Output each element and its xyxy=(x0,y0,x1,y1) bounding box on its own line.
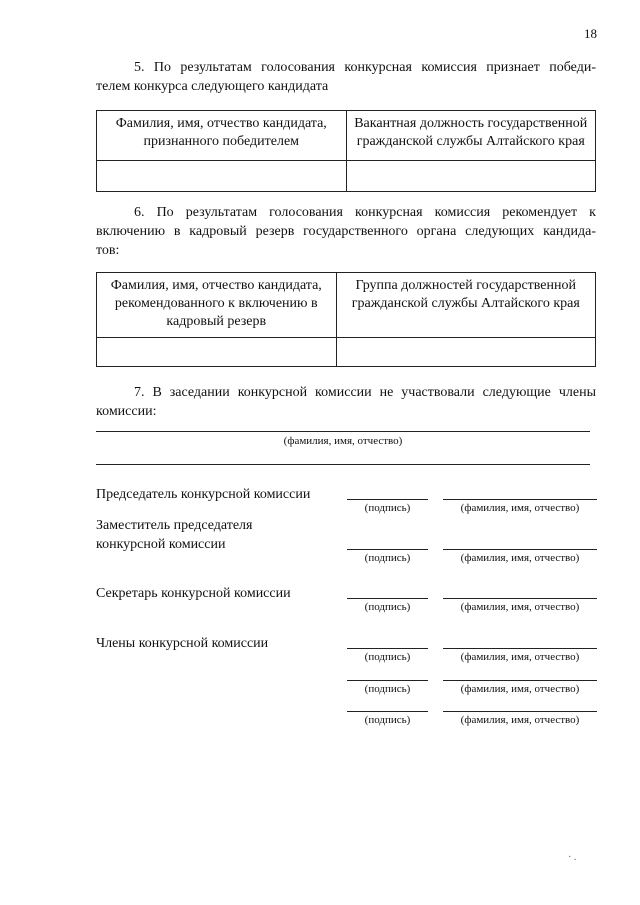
section-6-line1: 6. По результатам голосования конкурсная комиссия рекомендует к xyxy=(134,205,596,220)
reserve-table xyxy=(96,272,596,367)
members-label: Члены конкурсной комиссии xyxy=(96,636,269,651)
absent-member-line-2[interactable] xyxy=(96,464,590,465)
member-2-signature-line[interactable] xyxy=(347,680,428,681)
chairman-fio-caption: (фамилия, имя, отчество) xyxy=(460,502,580,514)
member-1-fio-caption: (фамилия, имя, отчество) xyxy=(460,651,580,663)
table-header-row xyxy=(97,111,596,161)
secretary-signature-line[interactable] xyxy=(347,598,428,599)
table-row xyxy=(97,161,596,192)
member-2-signature-caption: (подпись) xyxy=(364,683,411,695)
deputy-label-line2: конкурсной комиссии xyxy=(96,537,226,552)
secretary-signature-caption: (подпись) xyxy=(364,601,411,613)
member-3-signature-caption: (подпись) xyxy=(364,714,411,726)
secretary-fio-line[interactable] xyxy=(443,598,597,599)
section-5-line1: 5. По результатам голосования конкурсная комиссия признает победи- xyxy=(134,60,596,75)
reserve-col-name-header: Фамилия, имя, отчество кандидата, рекомендованного к включению в кадровый резерв xyxy=(97,273,337,338)
member-3-signature-line[interactable] xyxy=(347,711,428,712)
corner-mark: · . xyxy=(568,852,577,863)
reserve-group-cell[interactable] xyxy=(336,338,595,367)
section-5-line2: телем конкурса следующего кандидата xyxy=(96,79,329,94)
section-6-line3: тов: xyxy=(96,243,120,258)
member-1-signature-line[interactable] xyxy=(347,648,428,649)
winner-col-position-header: Вакантная должность государственной гражданской службы Алтайского края xyxy=(346,111,596,161)
section-6-text xyxy=(96,203,596,260)
deputy-fio-caption: (фамилия, имя, отчество) xyxy=(460,552,580,564)
member-3-fio-line[interactable] xyxy=(443,711,597,712)
deputy-signature-caption: (подпись) xyxy=(364,552,411,564)
member-3-fio-caption: (фамилия, имя, отчество) xyxy=(460,714,580,726)
section-7-text xyxy=(96,383,596,421)
table-header-row xyxy=(97,273,596,338)
winner-col-name-header: Фамилия, имя, отчество кандидата, признанного победителем xyxy=(97,111,347,161)
deputy-signature-line[interactable] xyxy=(347,549,428,550)
member-1-signature-caption: (подпись) xyxy=(364,651,411,663)
member-1-fio-line[interactable] xyxy=(443,648,597,649)
section-7-line2: комиссии: xyxy=(96,404,157,419)
section-7-line1: 7. В заседании конкурсной комиссии не участвовали следующие члены xyxy=(134,385,596,400)
page-number: 18 xyxy=(584,26,597,41)
section-6-line2: включению в кадровый резерв государственного органа следующих кандида- xyxy=(96,224,596,239)
deputy-fio-line[interactable] xyxy=(443,549,597,550)
secretary-fio-caption: (фамилия, имя, отчество) xyxy=(460,601,580,613)
reserve-name-cell[interactable] xyxy=(97,338,337,367)
chairman-label: Председатель конкурсной комиссии xyxy=(96,487,311,502)
member-2-fio-caption: (фамилия, имя, отчество) xyxy=(460,683,580,695)
reserve-col-group-header: Группа должностей государственной гражданской службы Алтайского края xyxy=(336,273,595,338)
member-2-fio-line[interactable] xyxy=(443,680,597,681)
winner-table xyxy=(96,110,596,192)
winner-name-cell[interactable] xyxy=(97,161,347,192)
section-5-text xyxy=(96,58,596,96)
chairman-signature-line[interactable] xyxy=(347,499,428,500)
deputy-label-line1: Заместитель председателя xyxy=(96,518,253,533)
chairman-signature-caption: (подпись) xyxy=(364,502,411,514)
absent-fio-caption: (фамилия, имя, отчество) xyxy=(283,435,403,447)
chairman-fio-line[interactable] xyxy=(443,499,597,500)
winner-position-cell[interactable] xyxy=(346,161,596,192)
secretary-label: Секретарь конкурсной комиссии xyxy=(96,586,291,601)
absent-member-line-1[interactable] xyxy=(96,431,590,432)
table-row xyxy=(97,338,596,367)
